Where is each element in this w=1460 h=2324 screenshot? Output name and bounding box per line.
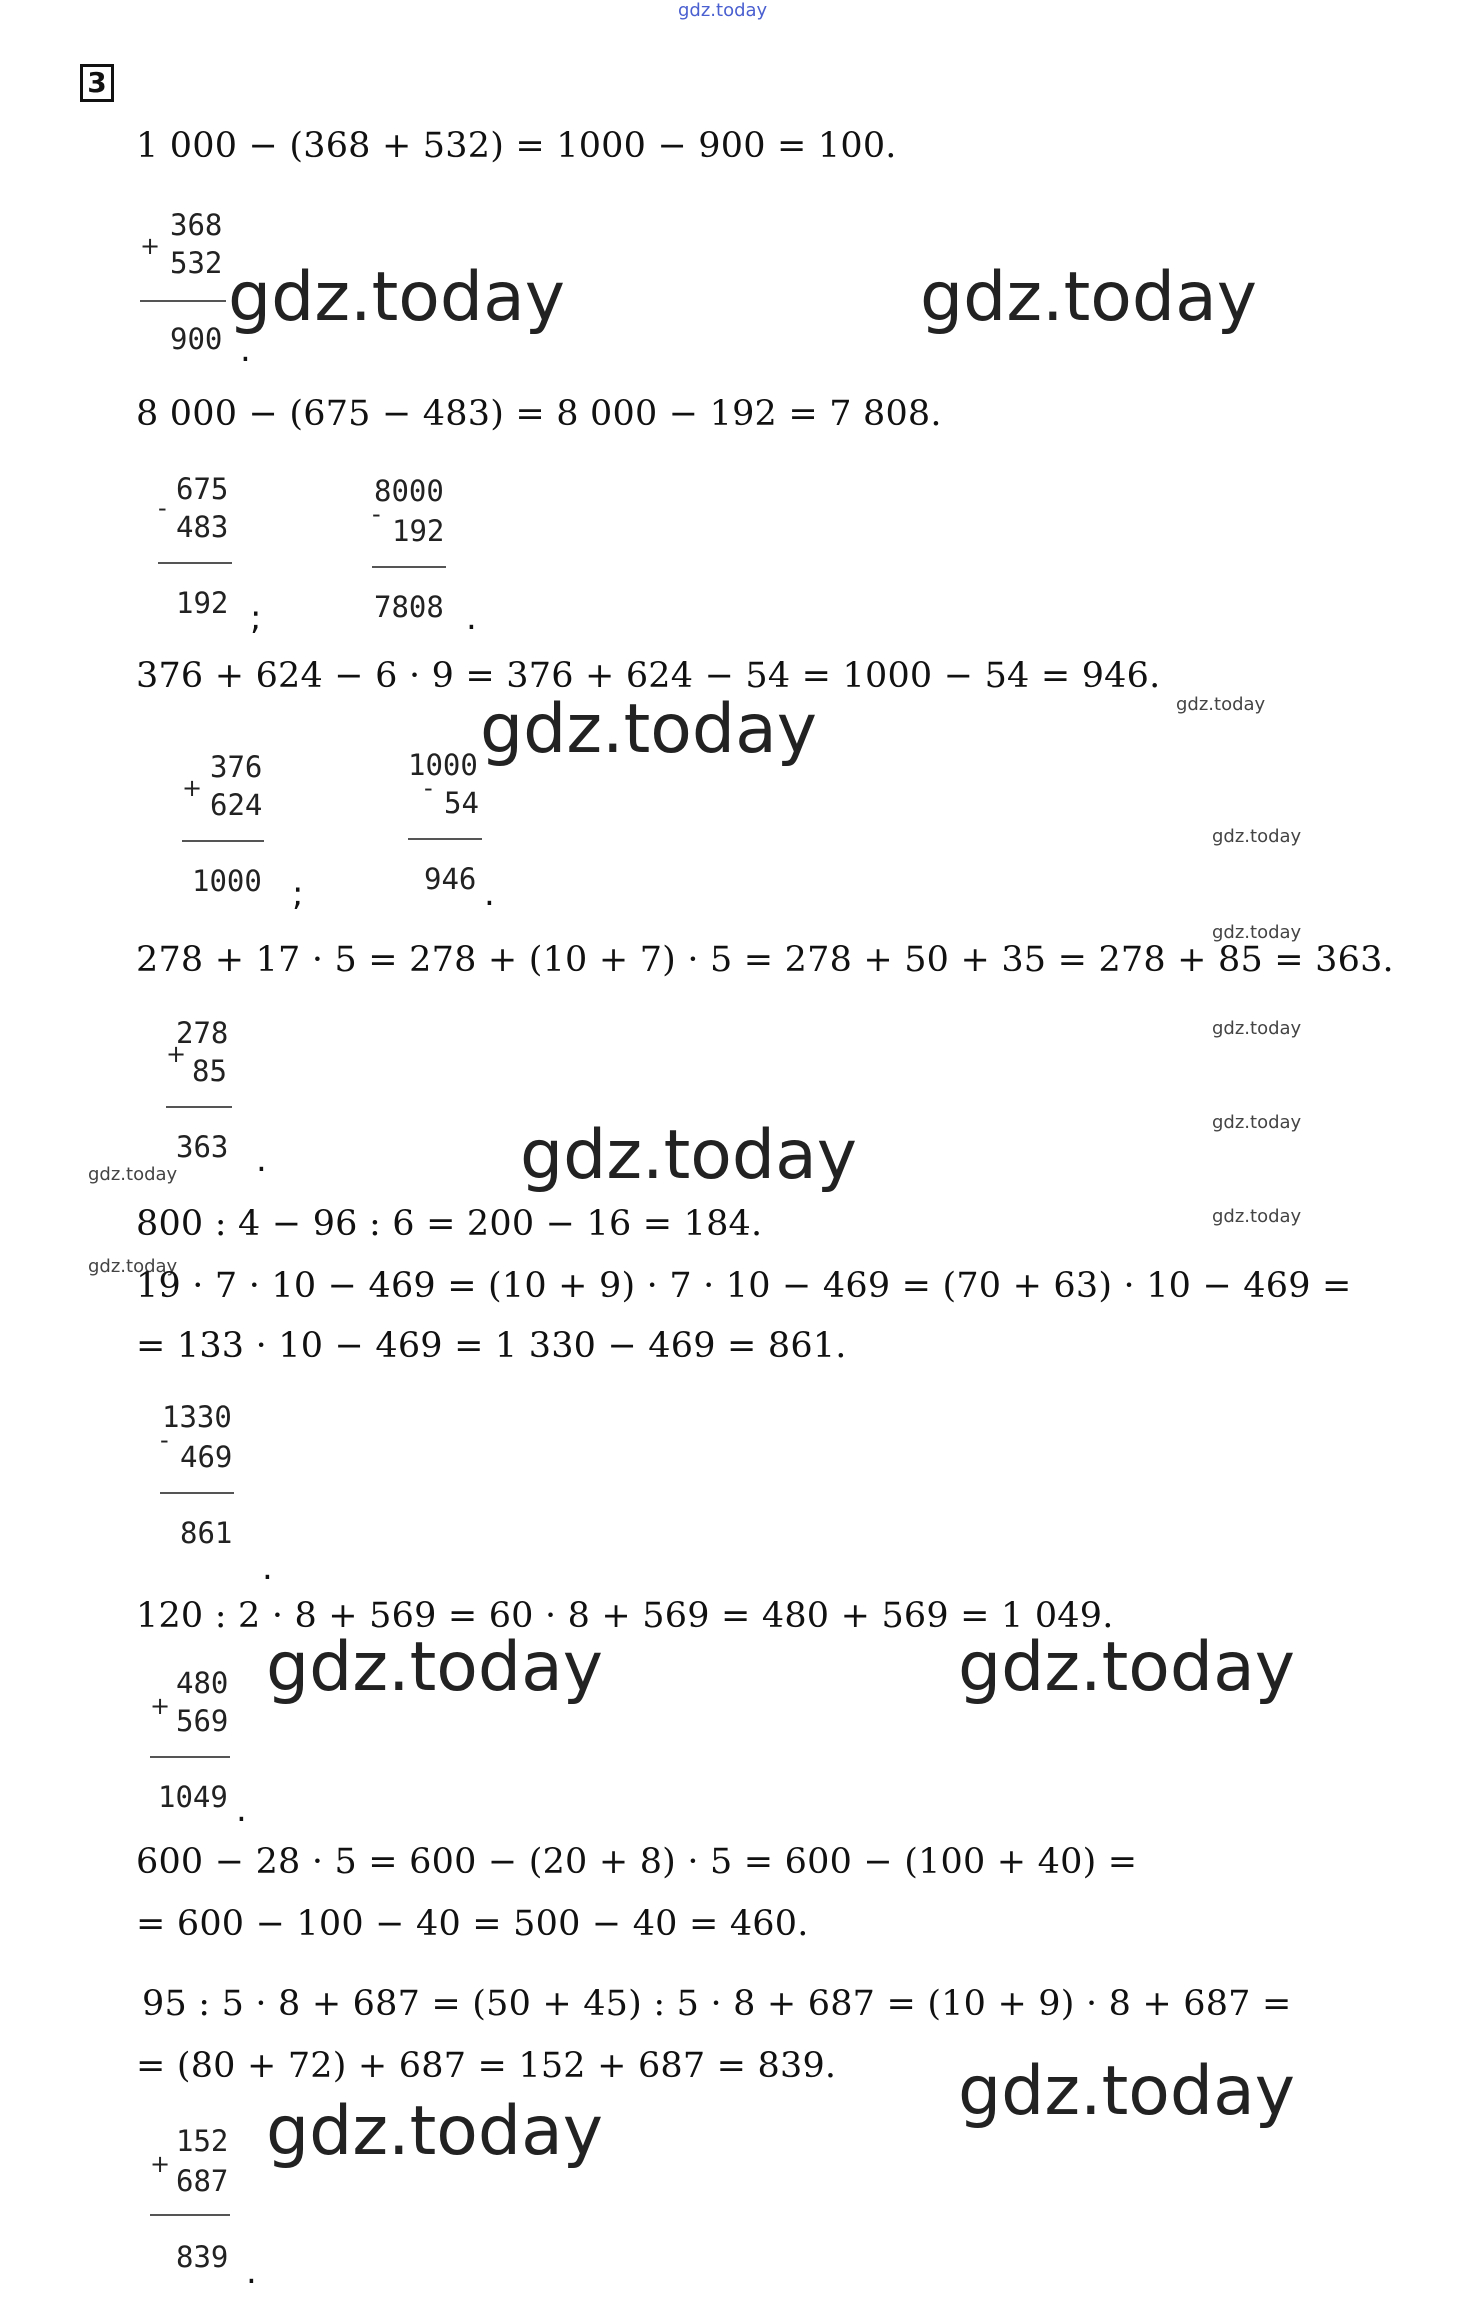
column-operator: + [182, 774, 203, 802]
task-number-box: 3 [80, 64, 114, 102]
equation-8-line-1: 600 − 28 · 5 = 600 − (20 + 8) · 5 = 600 − (100 + 40) = [136, 1842, 1138, 1882]
column-operator: + [150, 1692, 171, 1720]
column-operand-a: 1330 [162, 1400, 232, 1434]
equation-2: 8 000 − (675 − 483) = 8 000 − 192 = 7 808. [136, 394, 942, 434]
equation-3: 376 + 624 − 6 · 9 = 376 + 624 − 54 = 1000 − 54 = 946. [136, 656, 1161, 696]
equation-6-line-1: 19 · 7 · 10 − 469 = (10 + 9) · 7 · 10 − 469 = (70 + 63) · 10 − 469 = [136, 1266, 1352, 1306]
column-operator: + [166, 1040, 187, 1068]
column-operator: - [158, 494, 167, 522]
column-operand-a: 480 [176, 1666, 229, 1700]
equation-8-line-2: = 600 − 100 − 40 = 500 − 40 = 460. [136, 1904, 809, 1944]
column-operand-b: 483 [176, 510, 229, 544]
column-end-mark: . [466, 598, 477, 638]
watermark: gdz.today [520, 1116, 857, 1195]
watermark: gdz.today [1212, 1112, 1302, 1133]
equation-9-line-1: 95 : 5 · 8 + 687 = (50 + 45) : 5 · 8 + 687 = (10 + 9) · 8 + 687 = [142, 1984, 1292, 2024]
header-watermark: gdz.today [678, 0, 768, 21]
equation-7: 120 : 2 · 8 + 569 = 60 · 8 + 569 = 480 + 569 = 1 049. [136, 1596, 1114, 1636]
watermark: gdz.today [88, 1164, 178, 1185]
column-operator: - [424, 774, 433, 802]
column-divider-line [166, 1106, 232, 1108]
watermark: gdz.today [228, 258, 565, 337]
column-result: 1049 [158, 1780, 228, 1814]
column-end-mark: . [256, 1140, 267, 1180]
column-operand-a: 675 [176, 472, 229, 506]
watermark: gdz.today [266, 1628, 603, 1707]
column-end-mark: . [262, 1548, 273, 1588]
column-operand-b: 192 [392, 514, 445, 548]
column-operand-b: 532 [170, 246, 223, 280]
column-divider-line [150, 1756, 230, 1758]
column-operand-b: 469 [180, 1440, 233, 1474]
watermark: gdz.today [88, 1256, 178, 1277]
column-operand-b: 569 [176, 1704, 229, 1738]
column-end-mark: . [246, 2252, 257, 2292]
column-operator: - [372, 500, 381, 528]
column-result: 861 [180, 1516, 233, 1550]
column-divider-line [182, 840, 264, 842]
column-operator: + [140, 232, 161, 260]
column-operand-b: 687 [176, 2164, 229, 2198]
column-end-mark: . [484, 874, 495, 914]
column-result: 363 [176, 1130, 229, 1164]
column-operand-a: 152 [176, 2124, 229, 2158]
watermark: gdz.today [266, 2092, 603, 2171]
watermark: gdz.today [1212, 922, 1302, 943]
column-operand-a: 368 [170, 208, 223, 242]
column-result: 839 [176, 2240, 229, 2274]
column-divider-line [150, 2214, 230, 2216]
column-operand-a: 376 [210, 750, 263, 784]
equation-4: 278 + 17 · 5 = 278 + (10 + 7) · 5 = 278 + 50 + 35 = 278 + 85 = 363. [136, 940, 1394, 980]
watermark: gdz.today [1212, 1018, 1302, 1039]
column-operand-b: 54 [444, 786, 479, 820]
column-operand-a: 278 [176, 1016, 229, 1050]
column-operand-a: 1000 [408, 748, 478, 782]
watermark: gdz.today [480, 690, 817, 769]
column-result: 900 [170, 322, 223, 356]
column-result: 946 [424, 862, 477, 896]
column-end-mark: . [236, 1790, 247, 1830]
equation-9-line-2: = (80 + 72) + 687 = 152 + 687 = 839. [136, 2046, 837, 2086]
watermark: gdz.today [958, 2052, 1295, 2131]
column-result: 1000 [192, 864, 262, 898]
equation-5: 800 : 4 − 96 : 6 = 200 − 16 = 184. [136, 1204, 763, 1244]
column-result: 7808 [374, 590, 444, 624]
watermark: gdz.today [958, 1628, 1295, 1707]
column-operand-a: 8000 [374, 474, 444, 508]
watermark: gdz.today [1212, 826, 1302, 847]
equation-6-line-2: = 133 · 10 − 469 = 1 330 − 469 = 861. [136, 1326, 847, 1366]
column-end-mark: ; [292, 874, 304, 914]
column-operator: + [150, 2150, 171, 2178]
column-operator: - [160, 1426, 169, 1454]
column-divider-line [408, 838, 482, 840]
column-divider-line [158, 562, 232, 564]
equation-1: 1 000 − (368 + 532) = 1000 − 900 = 100. [136, 126, 897, 166]
column-operand-b: 624 [210, 788, 263, 822]
column-operand-b: 85 [192, 1054, 227, 1088]
column-divider-line [140, 300, 226, 302]
column-divider-line [372, 566, 446, 568]
column-result: 192 [176, 586, 229, 620]
watermark: gdz.today [1176, 694, 1266, 715]
watermark: gdz.today [920, 258, 1257, 337]
column-divider-line [160, 1492, 234, 1494]
column-end-mark: . [240, 330, 251, 370]
column-end-mark: ; [250, 598, 262, 638]
watermark: gdz.today [1212, 1206, 1302, 1227]
